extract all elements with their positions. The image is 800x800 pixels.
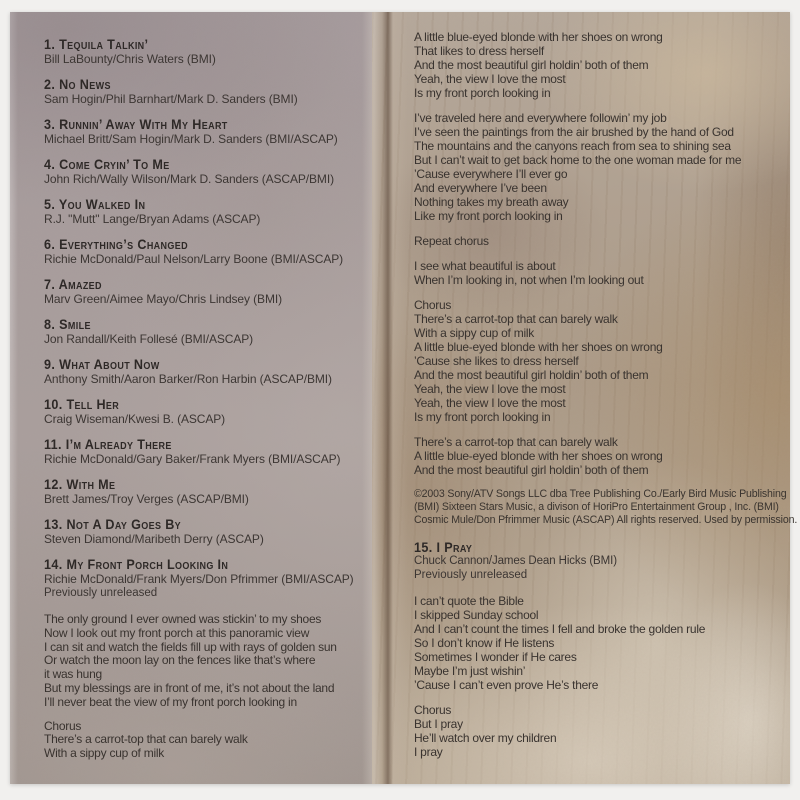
track-entry	[44, 436, 380, 467]
track-entry	[44, 76, 380, 107]
track-title-text: Not A Day Goes By	[66, 516, 182, 532]
track-writers: Michael Britt/Sam Hogin/Mark D. Sanders (BMI/ASCAP)	[44, 132, 338, 146]
track-entry	[44, 316, 380, 347]
lyric-line: I see what beautiful is about	[414, 259, 556, 273]
track-entry	[44, 236, 380, 267]
lyric-stanza	[414, 298, 786, 424]
track-title	[44, 156, 346, 172]
track-number: 2.	[44, 76, 56, 92]
track-writers: Anthony Smith/Aaron Barker/Ron Harbin (ASCAP/BMI)	[44, 372, 332, 386]
lyric-stanza	[414, 30, 786, 100]
lyric-line: And the most beautiful girl holdin’ both of them	[414, 463, 649, 477]
lyric-line: I skipped Sunday school	[414, 608, 539, 622]
track-writers: Richie McDonald/Frank Myers/Don Pfrimmer (BMI/ASCAP)	[44, 572, 354, 586]
track-number: 14.	[44, 556, 63, 572]
track-number: 3.	[44, 116, 56, 132]
track-number: 10.	[44, 396, 63, 412]
lyric-line: And the most beautiful girl holdin’ both of them	[414, 368, 649, 382]
lyric-line: Or watch the moon lay on the fences like that’s where	[44, 653, 316, 668]
track-entry	[44, 476, 380, 507]
lyric-stanza	[414, 259, 786, 287]
lyric-line: The mountains and the canyons reach from sea to shining sea	[414, 139, 731, 153]
track-writers: Sam Hogin/Phil Barnhart/Mark D. Sanders (BMI)	[44, 92, 298, 106]
lyric-line: There’s a carrot-top that can barely walk	[44, 732, 248, 747]
track-number: 1.	[44, 36, 56, 52]
track-number: 15.	[414, 539, 433, 555]
track-number: 12.	[44, 476, 63, 492]
lyric-line: ’Cause I can’t even prove He’s there	[414, 678, 599, 692]
lyric-line: ’Cause everywhere I’ll ever go	[414, 167, 568, 181]
lyric-line: Nothing takes my breath away	[414, 195, 569, 209]
lyric-line: Yeah, the view I love the most	[414, 72, 566, 86]
front-porch-lyrics-continued	[414, 30, 786, 477]
track-title	[44, 436, 346, 452]
lyric-line: Like my front porch looking in	[414, 209, 563, 223]
lyric-line: Is my front porch looking in	[414, 86, 551, 100]
track-writers: Marv Green/Aimee Mayo/Chris Lindsey (BMI)	[44, 292, 282, 306]
track-number: 5.	[44, 196, 56, 212]
track-title	[44, 476, 346, 492]
track-writers: Steven Diamond/Maribeth Derry (ASCAP)	[44, 532, 264, 546]
lyric-line: That likes to dress herself	[414, 44, 544, 58]
lyric-line: But I can’t wait to get back home to the one woman made for me	[414, 153, 742, 167]
track-title-text: Smile	[59, 316, 91, 332]
lyric-line: Yeah, the view I love the most	[414, 396, 566, 410]
lyric-line: Maybe I’m just wishin’	[414, 664, 526, 678]
lyric-line: There’s a carrot-top that can barely walk	[414, 312, 618, 326]
front-porch-lyrics-start	[44, 613, 380, 761]
lyric-line: I’ve seen the paintings from the air brushed by the hand of God	[414, 125, 734, 139]
lyric-line: I’ve traveled here and everywhere followin’ my job	[414, 111, 667, 125]
track-title	[44, 36, 346, 52]
booklet-spread	[10, 12, 798, 784]
track-number: 4.	[44, 156, 56, 172]
lyric-line: ’Cause she likes to dress herself	[414, 354, 579, 368]
track-writers: Jon Randall/Keith Follesé (BMI/ASCAP)	[44, 332, 254, 346]
track-note: Previously unreleased	[414, 568, 528, 581]
lyric-stanza	[414, 594, 786, 692]
track-entry	[44, 516, 380, 547]
track-title	[44, 316, 346, 332]
track-title	[44, 356, 346, 372]
track-title	[414, 539, 749, 555]
track-writers: Brett James/Troy Verges (ASCAP/BMI)	[44, 492, 249, 506]
lyric-line: With a sippy cup of milk	[414, 326, 535, 340]
lyric-line: Sometimes I wonder if He cares	[414, 650, 577, 664]
track-number: 9.	[44, 356, 56, 372]
track-title-text: With Me	[66, 476, 116, 492]
lyric-line: A little blue-eyed blonde with her shoes on wrong	[414, 30, 663, 44]
track-entry	[44, 356, 380, 387]
track-list-column	[44, 36, 380, 771]
track-number: 13.	[44, 516, 63, 532]
track-title	[44, 516, 346, 532]
lyric-stanza	[44, 613, 380, 710]
lyric-line: I’ll never beat the view of my front porch looking in	[44, 694, 297, 709]
lyric-line: There’s a carrot-top that can barely walk	[414, 435, 618, 449]
track-title	[44, 396, 346, 412]
track-title	[44, 116, 346, 132]
i-pray-lyrics	[414, 594, 786, 759]
track-writers: R.J. "Mutt" Lange/Bryan Adams (ASCAP)	[44, 212, 261, 226]
track-entry-15	[414, 539, 786, 582]
lyrics-column	[414, 30, 798, 770]
lyric-line: With a sippy cup of milk	[44, 746, 165, 761]
lyric-line: I pray	[414, 745, 443, 759]
track-title	[44, 276, 346, 292]
track-title-text: Everything’s Changed	[59, 236, 188, 252]
lyric-line: Chorus	[414, 298, 452, 312]
track-title-text: I Pray	[436, 539, 473, 555]
lyric-line: But I pray	[414, 717, 463, 731]
lyric-line: Yeah, the view I love the most	[414, 382, 566, 396]
track-number: 11.	[44, 436, 62, 452]
track-writers: Bill LaBounty/Chris Waters (BMI)	[44, 52, 216, 66]
track-title-text: I’m Already There	[65, 436, 172, 452]
track-number: 7.	[44, 276, 56, 292]
track-entry	[44, 196, 380, 227]
track-title	[44, 76, 346, 92]
lyric-line: I can sit and watch the fields fill up with rays of golden sun	[44, 639, 337, 654]
lyric-line: And everywhere I’ve been	[414, 181, 547, 195]
lyric-line: He’ll watch over my children	[414, 731, 557, 745]
lyric-line: But my blessings are in front of me, it’s not about the land	[44, 680, 335, 695]
track-title-text: What About Now	[59, 356, 160, 372]
lyric-line: Now I look out my front porch at this panoramic view	[44, 625, 310, 640]
track-title-text: Runnin’ Away With My Heart	[59, 116, 228, 132]
lyric-stanza	[414, 703, 786, 759]
track-writers: John Rich/Wally Wilson/Mark D. Sanders (ASCAP/BMI)	[44, 172, 334, 186]
track-title-text: Amazed	[58, 276, 102, 292]
track-title	[44, 556, 346, 572]
track-note: Previously unreleased	[44, 587, 158, 599]
copyright-line: ©2003 Sony/ATV Songs LLC dba Tree Publishing Co./Early Bird Music Publishing	[414, 488, 787, 500]
track-entry	[44, 396, 380, 427]
lyric-stanza	[44, 720, 380, 761]
track-writers: Craig Wiseman/Kwesi B. (ASCAP)	[44, 412, 226, 426]
track-title-text: No News	[59, 76, 111, 92]
track-entry	[44, 156, 380, 187]
lyric-line: So I don’t know if He listens	[414, 636, 555, 650]
track-title-text: Tell Her	[66, 396, 120, 412]
lyric-line: Chorus	[414, 703, 452, 717]
track-writers: Richie McDonald/Paul Nelson/Larry Boone (BMI/ASCAP)	[44, 252, 344, 266]
lyric-stanza	[414, 234, 786, 248]
lyric-stanza	[414, 435, 786, 477]
lyric-stanza	[414, 111, 786, 223]
copyright-line: (BMI) Sixteen Stars Music, a divison of HoriPro Entertainment Group , Inc. (BMI)	[414, 501, 779, 513]
track-entry	[44, 36, 380, 67]
lyric-line: I can’t quote the Bible	[414, 594, 524, 608]
track-title-text: Tequila Talkin’	[59, 36, 149, 52]
track-title	[44, 196, 346, 212]
copyright-line: Cosmic Mule/Don Pfrimmer Music (ASCAP) All rights reserved. Used by permission.	[414, 514, 798, 526]
track-number: 8.	[44, 316, 56, 332]
track-entry	[44, 556, 380, 600]
track-writers: Chuck Cannon/James Dean Hicks (BMI)	[414, 555, 617, 567]
track-list	[44, 36, 380, 600]
lyric-line: it was hung	[44, 667, 102, 682]
lyric-line: Repeat chorus	[414, 234, 489, 248]
copyright-notice	[414, 488, 798, 527]
track-title-text: Come Cryin’ To Me	[59, 156, 170, 172]
track-title-text: My Front Porch Looking In	[66, 556, 229, 572]
lyric-line: A little blue-eyed blonde with her shoes on wrong	[414, 449, 663, 463]
lyric-line: Chorus	[44, 718, 82, 733]
track-number: 6.	[44, 236, 56, 252]
track-title	[44, 236, 346, 252]
track-entry	[44, 116, 380, 147]
track-writers: Richie McDonald/Gary Baker/Frank Myers (BMI/ASCAP)	[44, 452, 341, 466]
lyric-line: And I can’t count the times I fell and broke the golden rule	[414, 622, 706, 636]
lyric-line: And the most beautiful girl holdin’ both of them	[414, 58, 649, 72]
lyric-line: A little blue-eyed blonde with her shoes on wrong	[414, 340, 663, 354]
track-entry	[44, 276, 380, 307]
lyric-line: When I’m looking in, not when I’m looking out	[414, 273, 644, 287]
lyric-line: The only ground I ever owned was stickin’ to my shoes	[44, 612, 322, 626]
lyric-line: Is my front porch looking in	[414, 410, 551, 424]
track-title-text: You Walked In	[58, 196, 146, 212]
